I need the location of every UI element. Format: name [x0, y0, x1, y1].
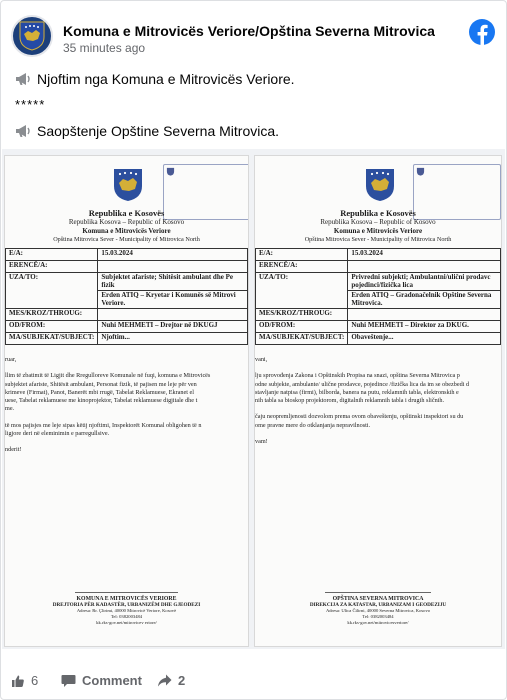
like-count-value: 6	[31, 673, 39, 688]
post-image[interactable]	[2, 149, 505, 649]
comment-icon	[61, 674, 76, 688]
doc-heading: Republika e Kosovës	[88, 208, 165, 218]
kosovo-crest-icon	[365, 168, 395, 202]
doc-municipality-alt: Opština Mitrovica Sever - Municipality of Mitrovica North	[304, 236, 452, 243]
share-count: 2	[178, 673, 186, 688]
doc-body: ruar, llim të zbatimit të Ligjit dhe Rregulloreve Komunale në fuqi, komuna e Mitrovicës subjektet afariste, Shitësit ambulant, Personat fizik, të pajisen me leje për ven krimeve (Firmat), Panot, Banerët mbi rrugë, Tabelat Reklamuese, Ekranet el uese, Tabelat reklamuese me kinoprojektor, Tabelat reklamuese digjitale dhe t me. të mos pajisjes me leje sipas këtij njoftimi, Inspektorët Komunal obligohen të n ligjore deri në eleminimin e parregullsive. nderit!	[5, 356, 211, 454]
post-line-serbian	[15, 123, 279, 139]
like-count[interactable]	[11, 673, 38, 688]
post-separator: *****	[15, 97, 46, 112]
doc-footer: OPŠTINA SEVERNA MITROVICA DIREKCIJA ZA KATASTAR, URBANIZAM I GEODEZIJU Adresa: Ulica Čilirni, 40000 Severna Mitrovica, Kosovo Tel: 0382003484 kk.rks-gov.net/mitrovicesveriore/	[309, 596, 447, 625]
doc-header-table: E/A: 15.03.2024 ERENCË/A: UZA/TO: Privredni subjekti; Ambulantni/ulični prodavc pojedinci/fizička lica Erden ATIQ – Gradonačelnik Opštine Severna Mitrovica. MES/KROZ/THROUG: OD/FROM: Nuhi MEHMETI – Direktor za DKUG. MA/SUBJEKAT/SUBJECT: Obaveštenje...	[255, 248, 501, 345]
kosovo-crest-icon	[19, 21, 45, 51]
share-button[interactable]	[157, 673, 185, 688]
post-line-albanian	[15, 71, 295, 87]
facebook-logo-icon[interactable]	[469, 19, 495, 45]
stamp-crest-icon	[166, 167, 175, 176]
doc-footer: KOMUNA E MITROVICËS VERIORE DREJTORIA PËR KADASTËR, URBANIZËM DHE GJEODEZI Adresa: Rr. Çlirimi, 40000 Mitrovicë Veriore, Kosovë Tel: 0382003484 kk.rks-gov.net/mitrovicev eriore/	[52, 596, 201, 625]
post-text-albanian: Njoftim nga Komuna e Mitrovicës Veriore.	[37, 71, 295, 87]
post-text-serbian: Saopštenje Opštine Severna Mitrovica.	[37, 123, 280, 139]
comment-button[interactable]	[61, 673, 142, 688]
document-albanian	[4, 155, 249, 647]
signature-line	[75, 592, 178, 593]
doc-subheading: Republika Kosova – Republic of Kosovo	[68, 218, 185, 226]
doc-header-table: E/A: 15.03.2024 ERENCË/A: UZA/TO: Subjektet afariste; Shitësit ambulant dhe Pe fizik Erden ATIQ – Kryetar i Komunës së Mitrovi Veriore. MES/KROZ/THROUG: OD/FROM: Nuhi MEHMETI – Drejtor në DKUGJ MA/SUBJEKAT/SUBJECT: Njoftim...	[5, 248, 248, 345]
doc-body: vani, lju sprovođenja Zakona i Opštinskih Propisa na snazi, opština Severna Mitrovica p odne subjekte, ambulante/ ulične prodavce, pojedince /fizička lica da im se obezbedi d stavljanje natpisa (firmi), bilborda, banera na putu, reklamnih tabla, elektronskih e nih tabla sa bioskop projektorom, digitalnih reklamnih tabla i drugih sličnih. čaju neopremljenosti dozvolom prema ovom obaveštenju, opštinski inspektori su du ome pravne mere do otklanjanja nepravilnosti. vam!	[255, 356, 470, 446]
post-timestamp[interactable]: 35 minutes ago	[63, 41, 146, 55]
doc-subheading: Republika Kosova – Republic of Kosovo	[320, 218, 436, 226]
comment-label: Comment	[82, 673, 142, 688]
thumbs-up-icon	[11, 674, 25, 688]
doc-municipality-alt: Opština Mitrovica Sever - Municipality of Mitrovica North	[53, 236, 200, 243]
stamp-crest-icon	[416, 167, 425, 176]
megaphone-icon	[15, 124, 31, 138]
megaphone-icon	[15, 72, 31, 86]
share-arrow-icon	[157, 674, 172, 687]
doc-municipality: Komuna e Mitrovicës Veriore	[333, 227, 423, 235]
doc-heading: Republika e Kosovës	[340, 208, 416, 218]
page-name[interactable]: Komuna e Mitrovicës Veriore/Opština Severna Mitrovica	[63, 23, 435, 39]
document-serbian	[254, 155, 502, 647]
kosovo-crest-icon	[113, 168, 143, 202]
page-avatar[interactable]	[11, 15, 53, 57]
signature-line	[325, 592, 431, 593]
doc-municipality: Komuna e Mitrovicës Veriore	[82, 227, 171, 235]
